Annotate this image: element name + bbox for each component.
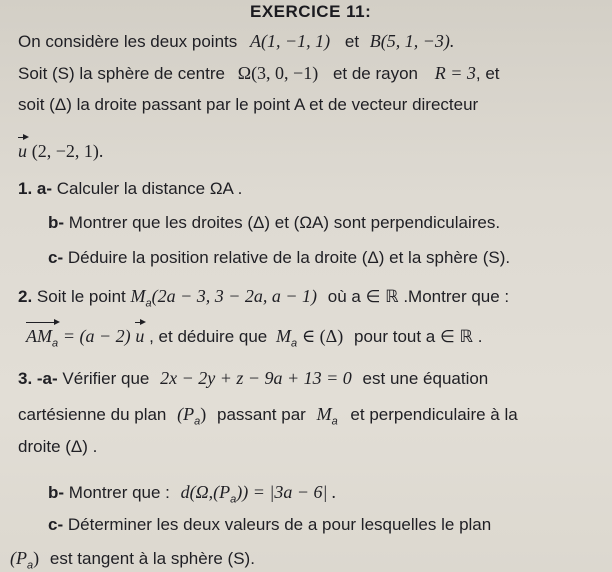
q2-line-1 — [18, 285, 509, 314]
distance-formula: d(Ω,(P — [180, 482, 231, 502]
q1a-text: Calculer la distance ΩA . — [56, 179, 243, 198]
direction-vector: u — [18, 141, 27, 161]
q3a-line-2 — [18, 403, 518, 432]
plane-pa: (P — [177, 404, 195, 424]
q2-instruction: où a ∈ ℝ .Montrer que : — [327, 287, 510, 306]
q1b-text: Montrer que les droites (Δ) et (ΩA) sont perpendiculaires. — [68, 213, 501, 232]
distance-formula-subscript: a — [230, 493, 237, 506]
q1a-label: 1. a- — [18, 179, 53, 198]
q1c-label: c- — [48, 248, 64, 267]
point-m-subscript: a — [145, 297, 152, 310]
vector-am-letters: AM — [26, 326, 52, 346]
point-b: B(5, 1, −3). — [369, 31, 455, 51]
q3a-line-3 — [18, 436, 97, 458]
intro-line-2 — [18, 62, 500, 85]
q1c-text: Déduire la position relative de la droite (Δ) et la sphère (S). — [67, 248, 511, 267]
sphere-center: Ω(3, 0, −1) — [237, 63, 319, 83]
plane-pa-2-close: ) — [33, 548, 40, 568]
point-a: A(1, −1, 1) — [249, 31, 331, 51]
intro-line-3 — [18, 94, 478, 116]
membership-relation: ∈ (Δ) — [301, 326, 344, 346]
intro-text: On considère les deux points — [18, 32, 238, 51]
q3a-perpendicular-text: et perpendiculaire à la — [350, 405, 518, 424]
q2-line-2 — [26, 325, 482, 354]
q2-deduce-text: , et déduire que — [149, 327, 268, 346]
intro-line-4 — [18, 140, 103, 163]
q1b-label: b- — [48, 213, 65, 232]
sphere-radius: R = 3 — [434, 63, 476, 83]
q3a-line — [18, 367, 488, 390]
plane-pa-subscript: a — [194, 415, 201, 428]
q3c-label: c- — [48, 515, 64, 534]
q3a-label: 3. -a- — [18, 369, 58, 388]
vector-coordinates: (2, −2, 1). — [31, 141, 104, 161]
point-m: M — [130, 286, 146, 306]
plane-equation: 2x − 2y + z − 9a + 13 = 0 — [160, 368, 352, 388]
q3b-text: Montrer que : — [68, 483, 170, 502]
point-m-coordinates: (2a − 3, 3 − 2a, a − 1) — [151, 286, 318, 306]
q2-text: Soit le point — [36, 287, 126, 306]
q3c-text-2: est tangent à la sphère (S). — [49, 549, 255, 568]
q3a-text-2: est une équation — [362, 369, 489, 388]
q3c-line-2 — [10, 547, 255, 572]
q2-quantifier: pour tout a ∈ ℝ . — [353, 327, 483, 346]
line-definition: soit (Δ) la droite passant par le point A et de vecteur directeur — [18, 95, 479, 114]
vector-equation: = (a − 2) — [62, 326, 131, 346]
q1c-line — [48, 247, 510, 269]
q1b-line — [48, 212, 500, 234]
point-m-ref-subscript: a — [291, 337, 298, 350]
intro-line-1 — [18, 30, 454, 53]
point-m-ref-2-subscript: a — [331, 415, 338, 428]
radius-text: et de rayon — [332, 64, 419, 83]
q3a-cartesian-text: cartésienne du plan — [18, 405, 167, 424]
vector-am-subscript: a — [52, 337, 59, 350]
q3a-passing-text: passant par — [216, 405, 306, 424]
q3b-label: b- — [48, 483, 65, 502]
plane-pa-2: (P — [10, 548, 27, 568]
sphere-text: Soit (S) la sphère de centre — [18, 64, 225, 83]
exercise-title: EXERCICE 11: — [250, 2, 372, 21]
q3a-line-ref: droite (Δ) . — [18, 437, 98, 456]
q3a-text: Vérifier que — [62, 369, 150, 388]
radius-suffix: , et — [475, 64, 500, 83]
point-m-ref-2: M — [316, 404, 332, 424]
q3b-line — [48, 481, 336, 510]
vector-am — [26, 325, 58, 354]
conjunction: et — [344, 32, 360, 51]
point-m-ref: M — [276, 326, 291, 346]
q2-label: 2. — [18, 287, 33, 306]
plane-pa-close: ) — [200, 404, 207, 424]
q3c-line — [48, 514, 491, 536]
distance-formula-end: )) = |3a − 6| . — [236, 482, 337, 502]
q3c-text: Déterminer les deux valeurs de a pour lesquelles le plan — [67, 515, 492, 534]
vector-u: u — [135, 326, 145, 346]
plane-pa-2-subscript: a — [27, 559, 34, 572]
q1a-line — [18, 178, 242, 200]
